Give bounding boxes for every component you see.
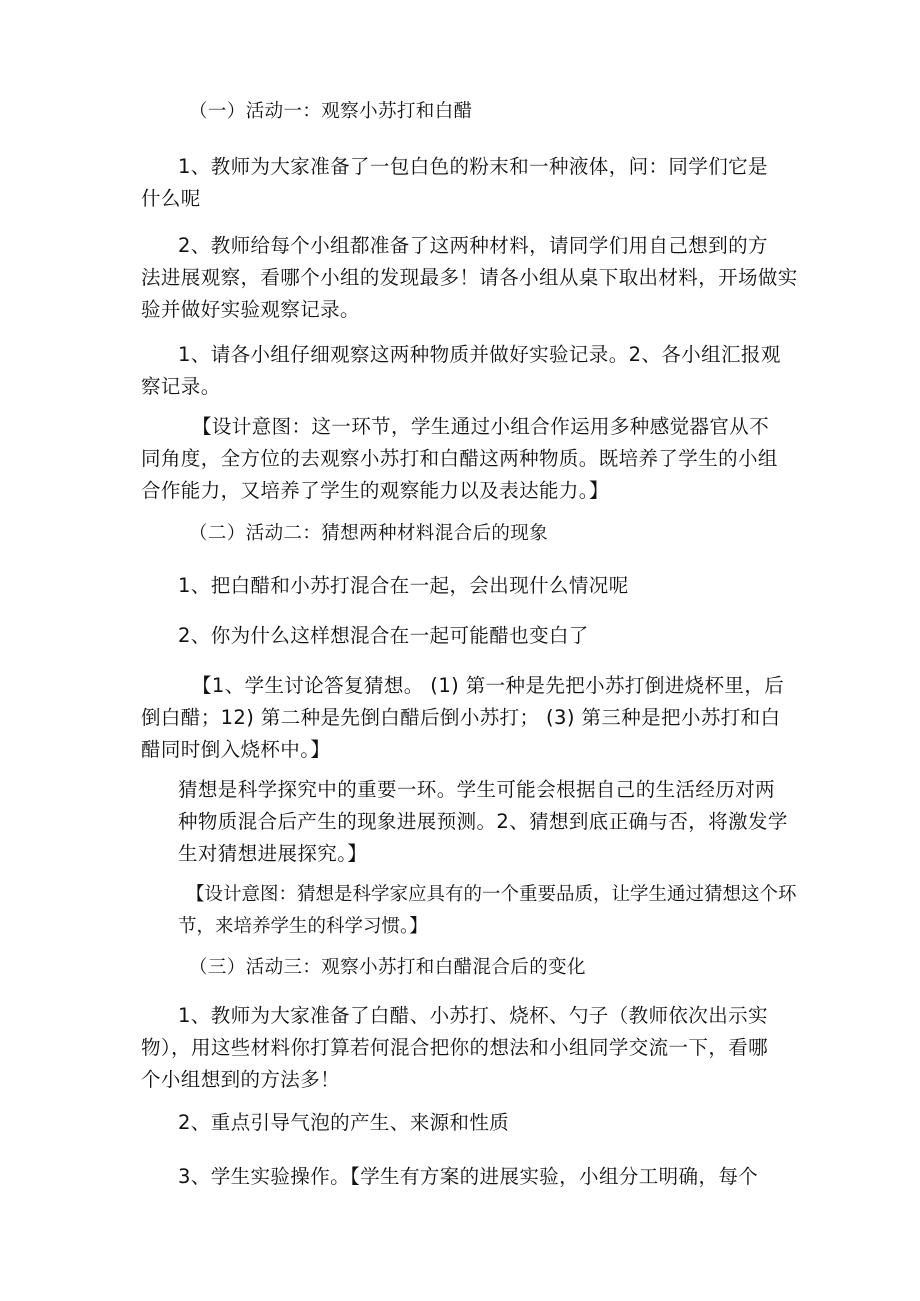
text-line: 物），用这些材料你打算若何混合把你的想法和小组同学交流一下，看哪 [141,1036,769,1059]
paragraph-5 [178,620,784,652]
section-heading-2 [189,518,795,550]
text-line: 2、你为什么这样想混合在一起可能醋也变白了 [178,624,589,647]
text-line: 2、教师给每个小组都准备了这两种材料，请同学们用自己想到的方 [178,234,768,257]
text-line: （一）活动一：观察小苏打和白醋 [189,101,473,122]
text-line: 倒白醋；12) 第二种是先倒白醋后倒小苏打； (3) 第三种是把小苏打和白 [141,706,781,729]
text-line: 节，来培养学生的科学习惯。】 [178,916,428,937]
text-line: 1、教师为大家准备了白醋、小苏打、烧杯、勺子（教师依次出示实 [178,1004,768,1027]
text-line: 【设计意图：这一环节，学生通过小组合作运用多种感觉器官从不 [192,415,770,438]
text-line: 猜想是科学探究中的重要一环。学生可能会根据自己的生活经历对两 [178,778,776,801]
text-line: 3、学生实验操作。【学生有方案的进展实验，小组分工明确，每个 [178,1165,759,1188]
text-line: 什么呢 [141,187,201,210]
student-guess-note [141,670,785,766]
paragraph-2 [141,230,798,326]
text-line: 2、重点引导气泡的产生、来源和性质 [178,1111,510,1134]
text-line: 1、把白醋和小苏打混合在一起，会出现什么情况呢 [178,574,629,597]
text-line: 1、请各小组仔细观察这两种物质并做好实验记录。2、各小组汇报观 [178,343,781,366]
paragraph-1 [141,151,784,215]
paragraph-3 [141,339,784,403]
text-line: 同角度，全方位的去观察小苏打和白醋这两种物质。既培养了学生的小组 [141,447,778,470]
text-line: 法进展观察，看哪个小组的发现最多！请各小组从桌下取出材料，开场做实 [141,266,798,289]
text-line: 验并做好实验观察记录。 [141,298,360,321]
design-intent-note-2 [178,879,797,943]
text-line: 1、教师为大家准备了一包白色的粉末和一种液体，问：同学们它是 [178,155,768,178]
paragraph-6 [178,774,788,870]
section-heading-1 [189,96,795,128]
paragraph-9 [178,1161,784,1193]
text-line: 【1、学生讨论答复猜想。 (1) 第一种是先把小苏打倒进烧杯里，后 [192,674,785,697]
text-line: 醋同时倒入烧杯中。】 [141,738,331,761]
text-line: 种物质混合后产生的现象进展预测。2、猜想到底正确与否，将激发学 [178,810,788,833]
text-line: 合作能力，又培养了学生的观察能力以及表达能力。】 [141,479,609,502]
design-intent-note-1 [141,411,784,507]
text-line: 个小组想到的方法多！ [141,1068,341,1091]
section-heading-3 [189,952,795,984]
text-line: 【设计意图：猜想是科学家应具有的一个重要品质，让学生通过猜想这个环 [186,884,797,905]
text-line: 生对猜想进展探究。】 [178,842,368,865]
text-line: （三）活动三：观察小苏打和白醋混合后的变化 [189,957,586,978]
text-line: 察记录。 [141,375,221,398]
paragraph-4 [178,570,784,602]
paragraph-8 [178,1107,784,1139]
paragraph-7 [141,1000,784,1096]
text-line: （二）活动二：猜想两种材料混合后的现象 [189,523,549,544]
